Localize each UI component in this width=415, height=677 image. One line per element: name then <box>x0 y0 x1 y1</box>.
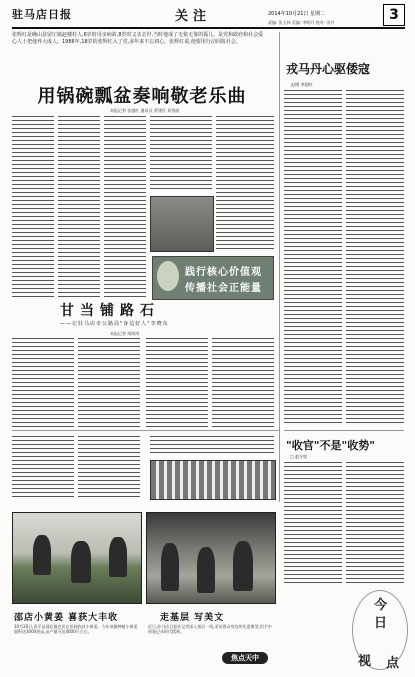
corner-char: 视 <box>358 654 372 669</box>
article-text-column <box>12 116 54 300</box>
story-photo <box>150 196 214 252</box>
banner-line-1: 践行核心价值观 <box>185 267 262 278</box>
second-byline: 本报记者 周海涛 <box>110 331 140 336</box>
article-text-column <box>104 116 146 300</box>
banner-line-2: 传播社会正能量 <box>185 283 262 294</box>
article-text-column <box>150 116 212 192</box>
story-intro: 张辉红是确山县留庄镇赵楼村人,6岁时母亲病故,8岁时父亲去世,当时他成了无依无靠的孤儿。是党和政府和社会爱心人士把他养大成人。1986年,18岁的张辉红入了党,多年来不忘初心。张辉红说,他要用行动回报社会。 <box>12 32 264 45</box>
article-text-column <box>146 338 208 428</box>
article-text-column <box>58 116 100 300</box>
second-subhead: ——记驻马店市公路局"身边好人"李晓东 <box>60 321 169 327</box>
corner-char: 日 <box>374 616 388 631</box>
article-text-column <box>12 436 74 500</box>
farmer-figure <box>109 537 127 577</box>
emblem-icon <box>157 261 179 291</box>
values-banner <box>152 256 274 300</box>
article-text-column <box>78 436 140 500</box>
right-caption-title: 走基层 写美文 <box>160 613 225 623</box>
column-divider <box>279 32 280 502</box>
editorial-divider <box>284 430 404 431</box>
main-byline: 本报记者 张越红 通讯员 贾建民 刘秀丽 <box>110 108 180 113</box>
article-text-column <box>12 338 74 428</box>
article-text-column <box>346 462 404 584</box>
person-figure <box>197 547 215 593</box>
section-title: 关注 <box>175 9 212 24</box>
editor-credits: 责编: 张玉林 美编: 李明月 校对: 田丹 <box>268 20 335 25</box>
article-text-column <box>346 90 404 425</box>
section-divider <box>12 430 279 431</box>
corner-char: 今 <box>374 598 388 613</box>
issue-date: 2014年10月21日 星期二 <box>268 11 326 17</box>
header-rule <box>12 27 405 29</box>
right-byline: 文/图 李国红 <box>290 82 313 87</box>
person-figure <box>161 543 179 591</box>
article-text-column <box>150 436 274 456</box>
right-caption-text: 近日,驻马店日报社记者深入基层一线,采访群众身边的先进典型,用手中的笔记录时代精神。 <box>148 624 272 634</box>
left-caption-title: 邵店小黄姜 喜获大丰收 <box>14 613 119 623</box>
reporters-photo <box>146 512 276 604</box>
editorial-headline: "收官"不是"收势" <box>286 439 375 452</box>
masthead-logo: 驻马店日报 <box>12 8 72 21</box>
article-text-column <box>78 338 140 428</box>
strip-photo <box>150 460 276 500</box>
person-figure <box>233 541 253 591</box>
harvest-photo <box>12 512 142 604</box>
article-text-column <box>284 462 342 584</box>
main-headline: 用锅碗瓢盆奏响敬老乐曲 <box>37 86 247 107</box>
farmer-figure <box>71 541 91 583</box>
article-text-column <box>212 338 274 428</box>
focus-badge: 焦点天中 <box>222 652 268 664</box>
farmer-figure <box>33 535 51 575</box>
article-text-column <box>284 90 342 425</box>
second-headline: 甘当铺路石 <box>60 303 160 319</box>
page-number: 3 <box>383 4 405 26</box>
corner-char: 点 <box>386 656 400 671</box>
article-text-column <box>216 116 274 252</box>
left-caption-text: 10月20日,西平县邵店镇农民在田间收获小黄姜。今年该镇种植小黄姜面积达3000余亩,亩产量可达4000斤左右。 <box>14 624 138 634</box>
right-headline: 戎马丹心驱倭寇 <box>286 62 371 76</box>
editorial-byline: □ 赵万里 <box>290 454 308 459</box>
